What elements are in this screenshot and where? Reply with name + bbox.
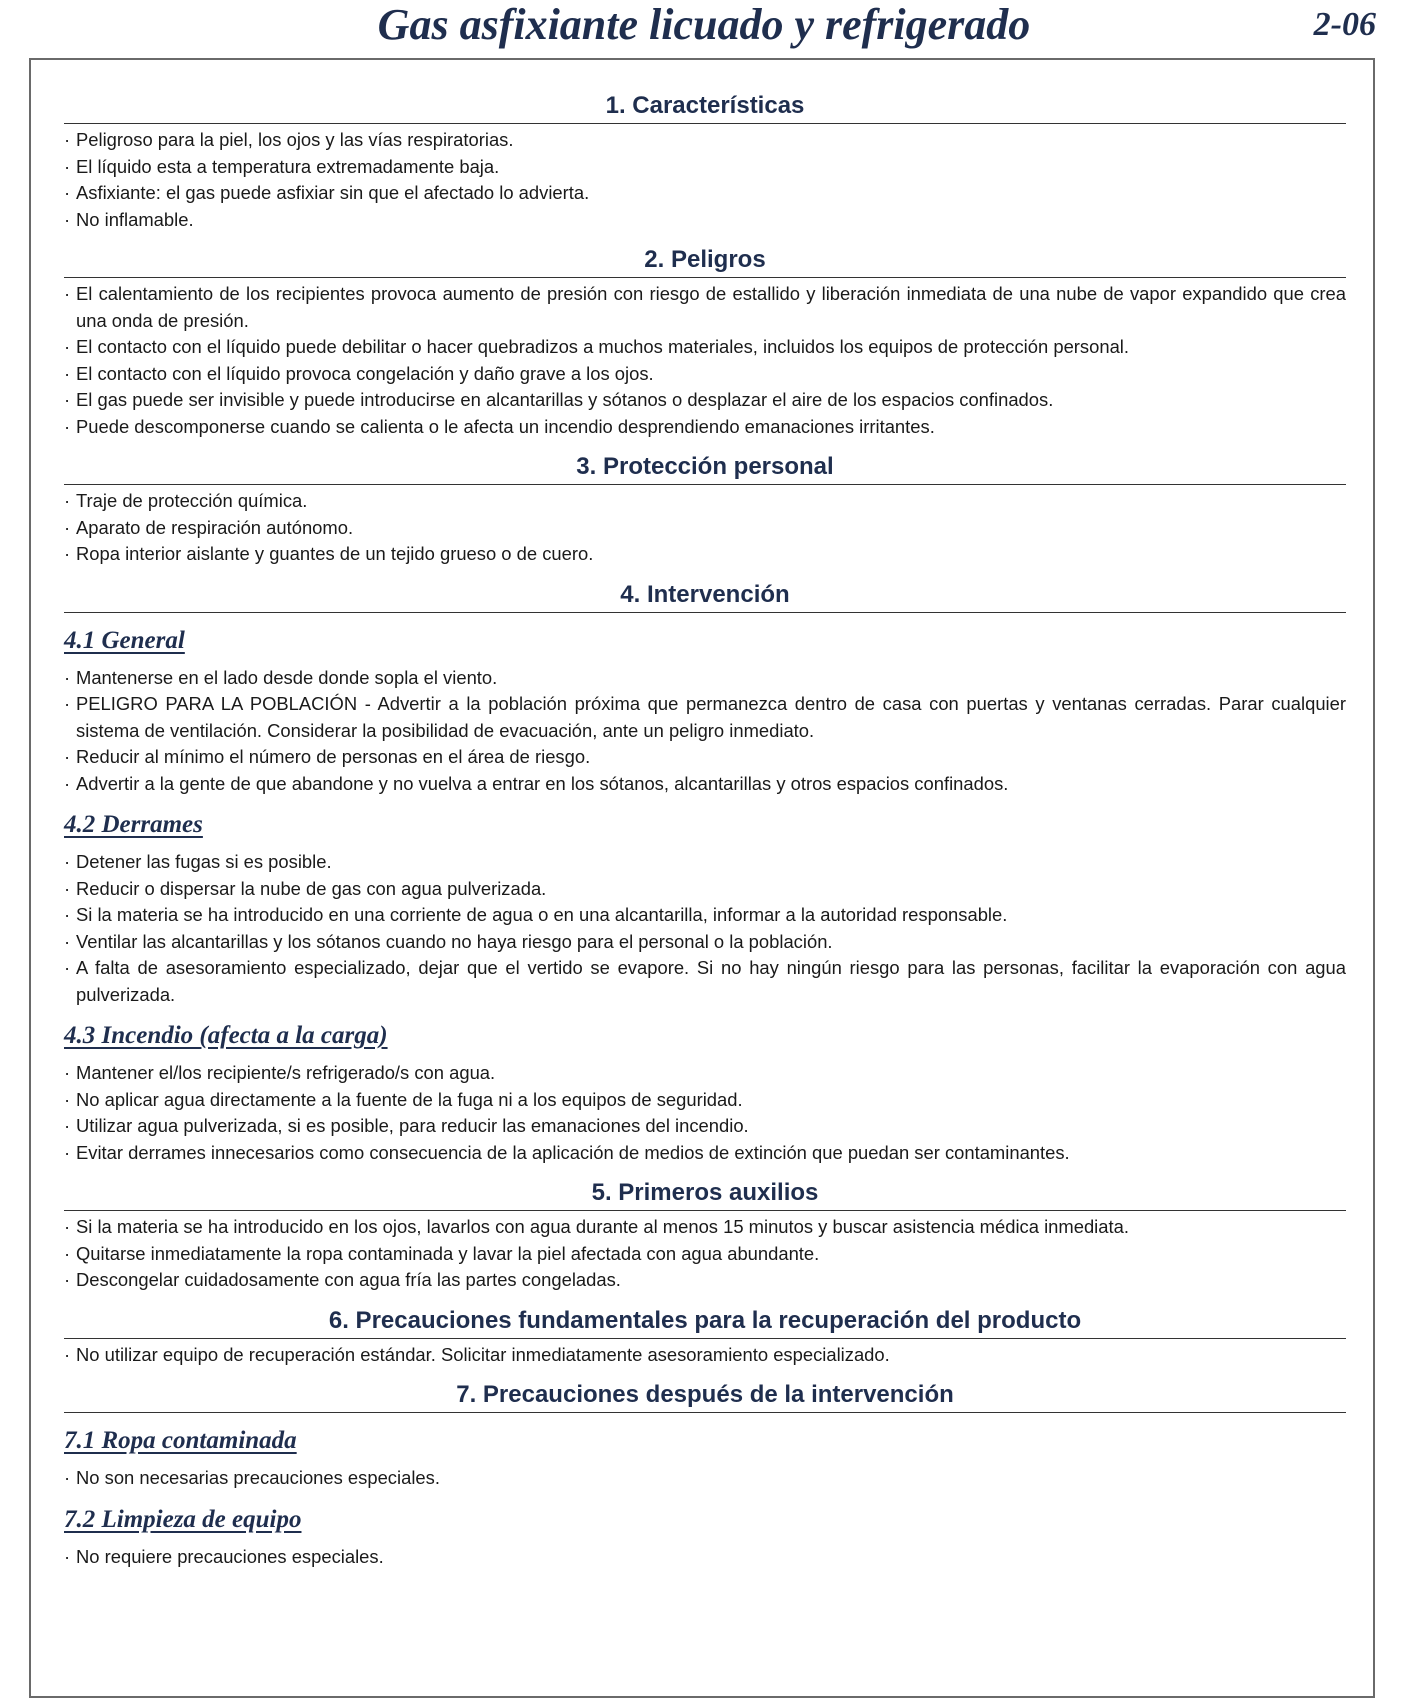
list-item: · A falta de asesoramiento especializado, dejar que el vertido se evapore. Si no hay ningún riesgo para las personas, facilitar la evaporación con agua pulverizada. [64,955,1346,1008]
item-list [64,488,1346,568]
subsection-heading-general: 4.1 General [64,626,185,654]
item-list [64,281,1346,440]
section-heading: 7. Precauciones después de la intervención [64,1380,1346,1413]
list-item: · Evitar derrames innecesarios como consecuencia de la aplicación de medios de extinción que puedan ser contaminantes. [64,1140,1346,1167]
list-item: · Aparato de respiración autónomo. [64,515,1346,542]
list-item: · Utilizar agua pulverizada, si es posible, para reducir las emanaciones del incendio. [64,1113,1346,1140]
list-item: · Ropa interior aislante y guantes de un tejido grueso o de cuero. [64,541,1346,568]
section-heading: 6. Precauciones fundamentales para la recuperación del producto [64,1306,1346,1339]
list-item: · Descongelar cuidadosamente con agua fría las partes congeladas. [64,1267,1346,1294]
list-item: · Advertir a la gente de que abandone y no vuelva a entrar en los sótanos, alcantarillas y otros espacios confinados. [64,771,1346,798]
item-list [64,127,1346,233]
list-item: · No utilizar equipo de recuperación estándar. Solicitar inmediatamente asesoramiento especializado. [64,1342,1346,1369]
subsection-heading-incendio: 4.3 Incendio (afecta a la carga) [64,1022,388,1049]
section-caracteristicas [64,91,1346,233]
list-item: · Reducir al mínimo el número de personas en el área de riesgo. [64,744,1346,771]
list-item: · No son necesarias precauciones especiales. [64,1465,1346,1492]
list-item: · No aplicar agua directamente a la fuente de la fuga ni a los equipos de seguridad. [64,1087,1346,1114]
section-peligros [64,245,1346,440]
list-item: · Asfixiante: el gas puede asfixiar sin que el afectado lo advierta. [64,180,1346,207]
section-heading: 1. Características [64,91,1346,124]
section-primeros-auxilios [64,1178,1346,1294]
item-list [64,1060,1346,1166]
list-item: · Puede descomponerse cuando se calienta o le afecta un incendio desprendiendo emanaciones irritantes. [64,414,1346,441]
document-code: 2-06 [1313,6,1376,43]
document-body [64,91,1346,1570]
document-title: Gas asfixiante licuado y refrigerado [377,0,1031,49]
item-list [64,1544,1346,1571]
list-item: · El calentamiento de los recipientes provoca aumento de presión con riesgo de estallido y liberación inmediata de una nube de vapor expandido que crea una onda de presión. [64,281,1346,334]
list-item: · No requiere precauciones especiales. [64,1544,1346,1571]
subsection-heading-ropa-contaminada: 7.1 Ropa contaminada [64,1427,297,1454]
item-list [64,1465,1346,1492]
list-item: · Mantener el/los recipiente/s refrigerado/s con agua. [64,1060,1346,1087]
page-header [0,0,1408,58]
list-item: · Detener las fugas si es posible. [64,849,1346,876]
list-item: · PELIGRO PARA LA POBLACIÓN - Advertir a la población próxima que permanezca dentro de casa con puertas y ventanas cerradas. Parar cualquier sistema de ventilación. Considerar la posibilidad de evacuación, ante un peligro inmediato. [64,691,1346,744]
section-intervencion [64,580,1346,1167]
subsection-heading-derrames: 4.2 Derrames [64,811,203,838]
section-heading: 2. Peligros [64,245,1346,278]
section-precauciones-despues [64,1380,1346,1570]
list-item: · Mantenerse en el lado desde donde sopla el viento. [64,665,1346,692]
list-item: · El contacto con el líquido puede debilitar o hacer quebradizos a muchos materiales, incluidos los equipos de protección personal. [64,334,1346,361]
section-precauciones-recuperacion [64,1306,1346,1369]
item-list [64,1214,1346,1294]
section-proteccion-personal [64,452,1346,568]
list-item: · No inflamable. [64,207,1346,234]
list-item: · El contacto con el líquido provoca congelación y daño grave a los ojos. [64,361,1346,388]
list-item: · Reducir o dispersar la nube de gas con agua pulverizada. [64,876,1346,903]
section-heading: 3. Protección personal [64,452,1346,485]
list-item: · Si la materia se ha introducido en los ojos, lavarlos con agua durante al menos 15 minutos y buscar asistencia médica inmediata. [64,1214,1346,1241]
list-item: · Peligroso para la piel, los ojos y las vías respiratorias. [64,127,1346,154]
subsection-heading-limpieza-equipo: 7.2 Limpieza de equipo [64,1505,302,1533]
list-item: · Ventilar las alcantarillas y los sótanos cuando no haya riesgo para el personal o la población. [64,929,1346,956]
list-item: · El gas puede ser invisible y puede introducirse en alcantarillas y sótanos o desplazar el aire de los espacios confinados. [64,387,1346,414]
item-list [64,1342,1346,1369]
list-item: · Si la materia se ha introducido en una corriente de agua o en una alcantarilla, informar a la autoridad responsable. [64,902,1346,929]
list-item: · Traje de protección química. [64,488,1346,515]
list-item: · El líquido esta a temperatura extremadamente baja. [64,154,1346,181]
item-list [64,665,1346,798]
section-heading: 4. Intervención [64,580,1346,613]
section-heading: 5. Primeros auxilios [64,1178,1346,1211]
item-list [64,849,1346,1008]
list-item: · Quitarse inmediatamente la ropa contaminada y lavar la piel afectada con agua abundante. [64,1241,1346,1268]
